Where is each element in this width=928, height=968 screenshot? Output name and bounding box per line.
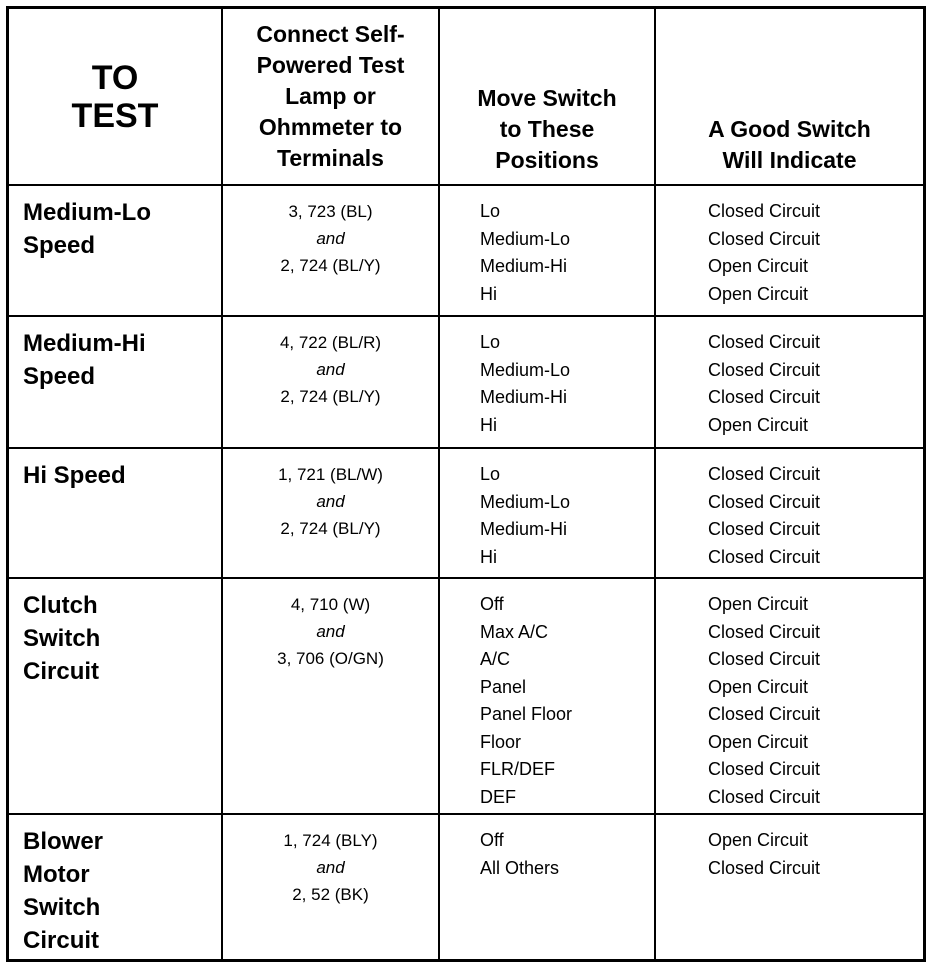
test-label: Blower Motor Switch Circuit <box>23 828 104 954</box>
and-connector: and <box>316 360 345 379</box>
test-label: Medium-Hi Speed <box>23 330 146 390</box>
results-cell: Closed Circuit Closed Circuit Open Circuit Open Circuit <box>708 201 821 304</box>
test-label: Medium-Lo Speed <box>23 199 151 259</box>
and-connector: and <box>316 858 345 877</box>
and-connector: and <box>316 492 345 511</box>
terminals-cell: 3, 723 (BL) and 2, 724 (BL/Y) <box>280 202 381 275</box>
results-cell: Closed Circuit Closed Circuit Closed Circuit Closed Circuit <box>708 464 821 567</box>
header-move-switch: Move Switch to These Positions <box>477 85 617 173</box>
results-cell: Closed Circuit Closed Circuit Closed Circuit Open Circuit <box>708 332 821 435</box>
terminals-cell: 1, 724 (BLY) and 2, 52 (BK) <box>283 831 378 904</box>
terminals-cell: 4, 710 (W) and 3, 706 (O/GN) <box>277 595 384 668</box>
terminals-cell: 1, 721 (BL/W) and 2, 724 (BL/Y) <box>278 465 383 538</box>
results-cell: Open Circuit Closed Circuit Closed Circuit Open Circuit Closed Circuit Open Circuit Closed Circuit Closed Circuit <box>708 594 821 807</box>
header-good-switch: A Good Switch Will Indicate <box>708 116 871 173</box>
results-cell: Open Circuit Closed Circuit <box>708 830 821 878</box>
header-connect-terminals: Connect Self- Powered Test Lamp or Ohmmeter to Terminals <box>256 21 405 171</box>
terminals-cell: 4, 722 (BL/R) and 2, 724 (BL/Y) <box>279 333 382 406</box>
positions-cell: Lo Medium-Lo Medium-Hi Hi <box>480 332 571 435</box>
test-label: Hi Speed <box>23 462 126 489</box>
positions-cell: Off All Others <box>480 830 560 878</box>
and-connector: and <box>316 229 345 248</box>
test-label: Clutch Switch Circuit <box>23 592 101 685</box>
and-connector: and <box>316 622 345 641</box>
positions-cell: Off Max A/C A/C Panel Panel Floor Floor FLR/DEF DEF <box>480 594 573 807</box>
header-to-test: TO TEST <box>71 58 159 135</box>
positions-cell: Lo Medium-Lo Medium-Hi Hi <box>480 201 571 304</box>
switch-test-table <box>6 6 926 962</box>
positions-cell: Lo Medium-Lo Medium-Hi Hi <box>480 464 571 567</box>
